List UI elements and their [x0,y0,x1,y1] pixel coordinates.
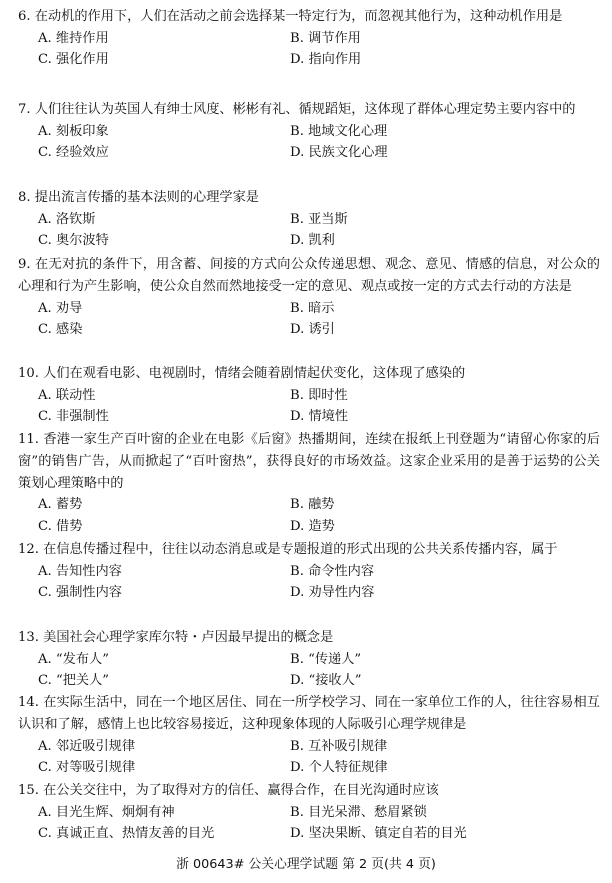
option-a[interactable]: A. 告知性内容 [38,563,122,579]
option-a[interactable]: A. 维持作用 [38,30,109,46]
option-d[interactable]: D. 个人特征规律 [290,760,388,776]
option-d[interactable]: D. 劝导性内容 [290,585,375,601]
option-a[interactable]: A. 蓄势 [38,497,83,513]
option-d[interactable]: D. 造势 [290,518,335,534]
option-c[interactable]: C. 借势 [38,518,83,534]
option-d[interactable]: D. 凯利 [290,233,335,249]
option-b[interactable]: B. 融势 [290,497,335,513]
option-a[interactable]: A. 洛钦斯 [38,211,96,227]
option-list [18,736,600,779]
option-list [18,494,600,537]
question-stem: 9. 在无对抗的条件下，用含蓄、间接的方式向公众传递思想、观念、意见、情感的信息，对公众的心理和行为产生影响，使公众自然而然地接受一定的意见、观点或按一定的方式去行动的方法是 [18,257,600,294]
option-a[interactable]: A. 目光生辉、炯炯有神 [38,804,175,820]
question-stem: 13. 美国社会心理学家库尔特・卢因最早提出的概念是 [18,630,334,645]
question-stem: 15. 在公关交往中，为了取得对方的信任、赢得合作，在目光沟通时应该 [18,783,439,798]
option-c[interactable]: C. 对等吸引规律 [38,760,136,776]
option-b[interactable]: B. 调节作用 [290,30,361,46]
question-15 [18,780,600,845]
option-d[interactable]: D. 坚决果断、镇定自若的目光 [290,826,467,842]
question-7 [18,99,600,164]
question-8 [18,187,600,252]
option-list [18,121,600,164]
option-d[interactable]: D. 诱引 [290,322,335,338]
option-list [18,209,600,252]
option-list [18,28,600,71]
option-a[interactable]: A. 联动性 [38,387,96,403]
question-stem: 10. 人们在观看电影、电视剧时，情绪会随着剧情起伏变化，这体现了感染的 [18,366,466,381]
question-stem: 7. 人们往往认为英国人有绅士风度、彬彬有礼、循规蹈矩，这体现了群体心理定势主要内容中的 [18,102,576,117]
option-list [18,649,600,692]
question-11 [18,429,600,538]
option-d[interactable]: D. “接收人” [290,673,362,689]
option-list [18,561,600,604]
question-10 [18,363,600,428]
option-b[interactable]: B. 暗示 [290,300,335,316]
option-b[interactable]: B. 命令性内容 [290,563,375,579]
question-14 [18,692,600,779]
option-b[interactable]: B. 互补吸引规律 [290,738,388,754]
option-b[interactable]: B. 亚当斯 [290,211,348,227]
question-stem: 6. 在动机的作用下，人们在活动之前会选择某一特定行为，而忽视其他行为，这种动机作用是 [18,9,563,24]
option-d[interactable]: D. 民族文化心理 [290,145,388,161]
option-d[interactable]: D. 情境性 [290,409,349,425]
option-a[interactable]: A. 邻近吸引规律 [38,738,136,754]
option-c[interactable]: C. 感染 [38,322,83,338]
option-b[interactable]: B. “传递人” [290,651,362,667]
option-d[interactable]: D. 指向作用 [290,52,362,68]
option-b[interactable]: B. 地域文化心理 [290,123,388,139]
option-list [18,802,600,845]
option-c[interactable]: C. 经验效应 [38,145,109,161]
option-a[interactable]: A. 劝导 [38,300,83,316]
question-6 [18,6,600,71]
option-list [18,385,600,428]
option-a[interactable]: A. “发布人” [38,651,109,667]
question-stem: 14. 在实际生活中，同在一个地区居住、同在一所学校学习、同在一家单位工作的人，往往容易相互认识和了解，感情上也比较容易接近，这种现象体现的人际吸引心理学规律是 [18,695,600,732]
option-c[interactable]: C. 真诚正直、热情友善的目光 [38,826,215,842]
option-b[interactable]: B. 即时性 [290,387,348,403]
question-stem: 12. 在信息传播过程中，往往以动态消息或是专题报道的形式出现的公共关系传播内容，属于 [18,542,558,557]
option-list [18,298,600,341]
question-12 [18,539,600,604]
question-stem: 11. 香港一家生产百叶窗的企业在电影《后窗》热播期间，连续在报纸上刊登题为“请留心你家的后窗”的销售广告，从而掀起了“百叶窗热”，获得良好的市场效益。这家企业采用的是善于运势的公关策划心理策略中的 [18,432,600,491]
question-stem: 8. 提出流言传播的基本法则的心理学家是 [18,190,259,205]
option-b[interactable]: B. 目光呆滞、愁眉紧锁 [290,804,427,820]
page-footer: 浙 00643# 公关心理学试题 第 2 页(共 4 页) [176,857,436,872]
option-c[interactable]: C. 奥尔波特 [38,233,109,249]
option-c[interactable]: C. “把关人” [38,673,110,689]
question-13 [18,627,600,692]
option-c[interactable]: C. 非强制性 [38,409,109,425]
option-a[interactable]: A. 刻板印象 [38,123,109,139]
option-c[interactable]: C. 强化作用 [38,52,109,68]
question-9 [18,254,600,341]
option-c[interactable]: C. 强制性内容 [38,585,122,601]
